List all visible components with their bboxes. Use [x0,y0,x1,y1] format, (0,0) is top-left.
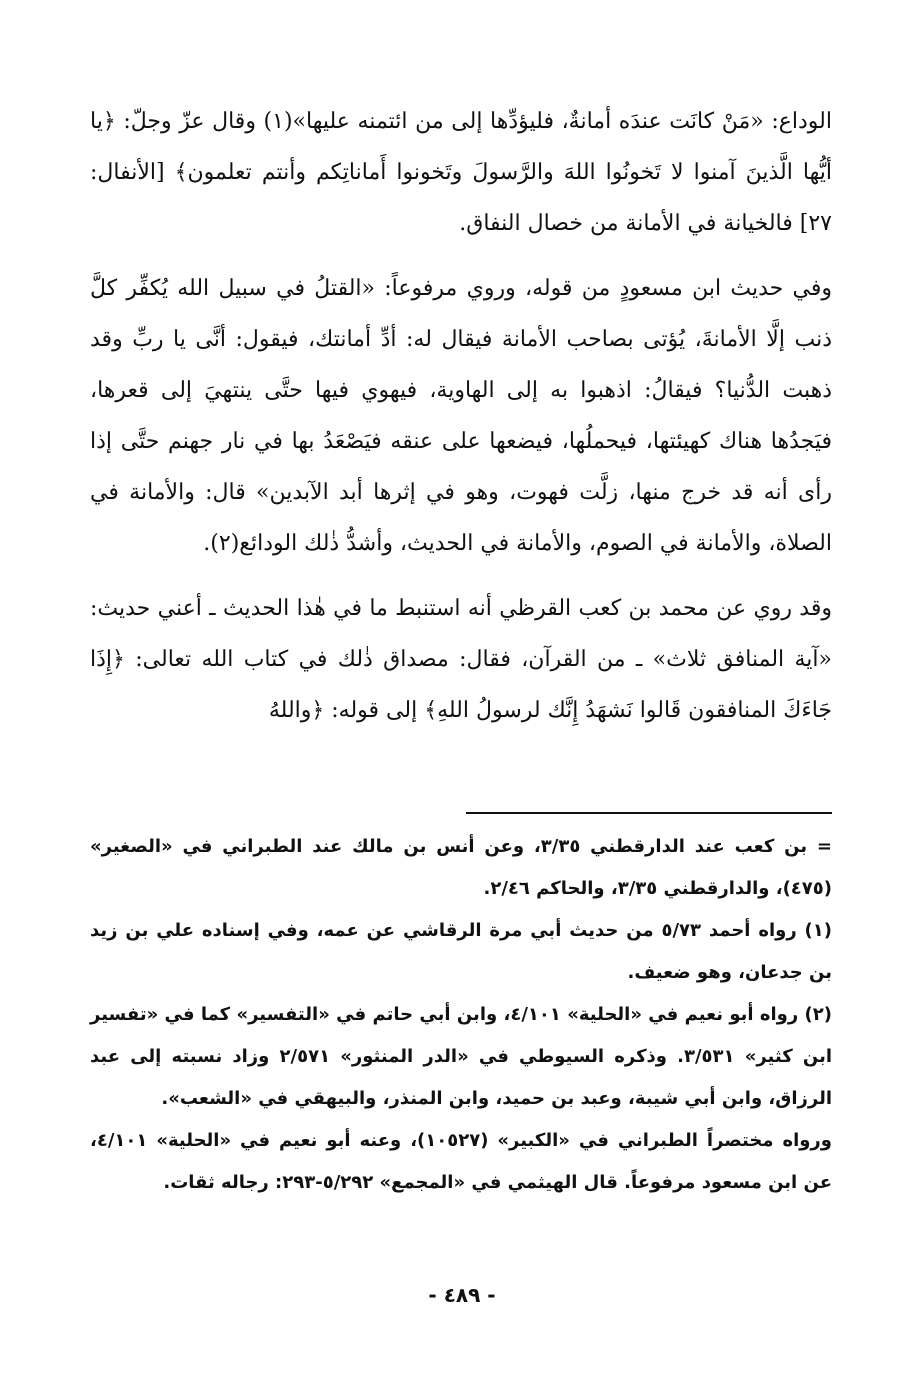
main-text [90,96,832,736]
footnote-1: (١) رواه أحمد ٥/٧٣ من حديث أبي مرة الرقاشي عن عمه، وفي إسناده علي بن زيد بن جدعان، وهو ضعيف. [90,920,832,983]
footnote-continuation: = بن كعب عند الدارقطني ٣/٣٥، وعن أنس بن مالك عند الطبراني في «الصغير» (٤٧٥)، والدارقطني ٣/٣٥، والحاكم ٢/٤٦. [90,836,833,899]
footnotes [90,826,832,1204]
paragraph-2: وفي حديث ابن مسعودٍ من قوله، وروي مرفوعاً: «القتلُ في سبيل الله يُكفِّر كلَّ ذنب إلَّا الأمانةَ، يُؤتى بصاحب الأمانة فيقال له: أدِّ أمانتك، فيقول: أنَّى يا ربِّ وقد ذهبت الدُّنيا؟ فيقالُ: اذهبوا به إلى الهاوية، فيهوي فيها حتَّى ينتهيَ إلى قعرها، فيَجدُها هناك كهيئتها، فيحملُها، فيضعها على عنقه فيَصْعَدُ بها في نار جهنم حتَّى إذا رأى أنه قد خرج منها، زلَّت فهوت، وهو في إثرها أبد الآبدين» قال: والأمانة في الصلاة، والأمانة في الصوم، والأمانة في الحديث، وأشدُّ ذٰلك الودائع(٢). [90,276,833,556]
footnote-2-continued: ورواه مختصراً الطبراني في «الكبير» (١٠٥٢٧)، وعنه أبو نعيم في «الحلية» ٤/١٠١، عن ابن مسعود مرفوعاً. قال الهيثمي في «المجمع» ٥/٢٩٢-٢٩٣: رجاله ثقات. [90,1130,832,1193]
footnote-separator [466,812,832,814]
page-number: - ٤٨٩ - [428,1283,496,1307]
paragraph-3: وقد روي عن محمد بن كعب القرظي أنه استنبط ما في هٰذا الحديث ـ أعني حديث: «آية المنافق ثلاث» ـ من القرآن، فقال: مصداق ذٰلك في كتاب الله تعالى: ﴿إِذَا جَاءَكَ المنافقون قَالوا نَشهَدُ إِنَّك لرسولُ اللهِ﴾ إلى قوله: ﴿واللهُ [90,596,832,723]
paragraph-1: الوداع: «مَنْ كانَت عندَه أمانةٌ، فليؤدِّها إلى من ائتمنه عليها»(١) وقال عزّ وجلّ: ﴿يا أيُّها الَّذينَ آمنوا لا تَخونُوا اللهَ والرَّسولَ وتَخونوا أَماناتِكم وأنتم تعلمون﴾ [الأنفال: ٢٧] فالخيانة في الأمانة من خصال النفاق. [90,109,832,236]
footnote-2: (٢) رواه أبو نعيم في «الحلية» ٤/١٠١، وابن أبي حاتم في «التفسير» كما في «تفسير ابن كثير» ٣/٥٣١. وذكره السيوطي في «الدر المنثور» ٢/٥٧١ وزاد نسبته إلى عبد الرزاق، وابن أبي شيبة، وعبد بن حميد، وابن المنذر، والبيهقي في «الشعب». [90,1004,832,1109]
